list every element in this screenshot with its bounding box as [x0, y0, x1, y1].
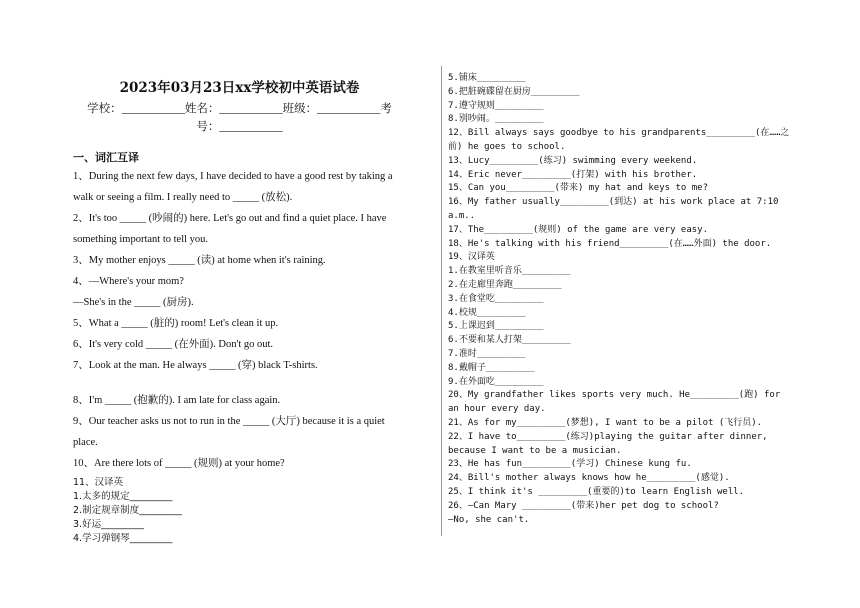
question-2: 2、It's too _____ (吵闹的) here. Let's go out and find a quiet place. I have something important to tell you.	[73, 213, 387, 245]
question-11-item: 1.太多的规定_________	[73, 491, 173, 502]
student-info-line: 学校：___________姓名：___________班级：___________考号：___________	[87, 103, 392, 133]
question-11-item: 6.把脏碗碟留在厨房_________	[448, 86, 580, 97]
right-column	[448, 72, 793, 527]
question-19-item: 5.上课迟到_________	[448, 321, 544, 332]
question-14: 14、Eric never_________(打架) with his brother.	[448, 169, 698, 180]
question-11-item: 2.制定规章制度_________	[73, 505, 182, 516]
question-9: 9、Our teacher asks us not to run in the _____ (大厅) because it is a quiet place.	[73, 416, 385, 448]
question-19-title: 19、汉译英	[448, 252, 495, 263]
question-26-answer: —No, she can't.	[448, 514, 530, 525]
question-4-prompt: 4、—Where's your mom?	[73, 276, 184, 287]
question-24: 24、Bill's mother always knows how he_________(感觉).	[448, 473, 730, 484]
question-12: 12、Bill always says goodbye to his grandparents_________(在……之前) he goes to school.	[448, 128, 790, 152]
question-19-item: 9.在外面吃_________	[448, 376, 544, 387]
question-21: 21、As for my_________(梦想), I want to be a pilot (飞行员).	[448, 417, 763, 428]
question-1: 1、During the next few days, I have decided to have a good rest by taking a walk or seeing a film. I really need to _____ (放松).	[73, 171, 393, 203]
question-19-item: 6.不要和某人打架_________	[448, 335, 571, 346]
blank-space	[73, 376, 406, 390]
question-20: 20、My grandfather likes sports very much. He_________(跑) for an hour every day.	[448, 390, 781, 415]
question-17: 17、The_________(规则) of the game are very easy.	[448, 224, 708, 235]
question-3: 3、My mother enjoys _____ (读) at home when it's raining.	[73, 255, 326, 266]
question-13: 13、Lucy_________(练习) swimming every weekend.	[448, 155, 698, 166]
question-11-title: 11、汉译英	[73, 477, 124, 488]
question-7: 7、Look at the man. He always _____ (穿) black T-shirts.	[73, 360, 318, 371]
question-18: 18、He's talking with his friend_________(在……外面) the door.	[448, 238, 772, 249]
section-heading-vocabulary: 一、词汇互译	[73, 151, 139, 164]
exam-title: 2023年03月23日xx学校初中英语试卷	[119, 80, 360, 96]
question-19-item: 8.戴帽子_________	[448, 362, 535, 373]
question-15: 15、Can you_________(带来) my hat and keys to me?	[448, 183, 708, 194]
question-25: 25、I think it's _________(重要的)to learn English well.	[448, 486, 745, 497]
question-19-item: 4.校规_________	[448, 307, 526, 318]
question-11-item: 8.别吵闹。_________	[448, 114, 544, 125]
column-divider	[441, 66, 442, 536]
question-5: 5、What a _____ (脏的) room! Let's clean it up.	[73, 318, 279, 329]
question-11-item: 3.好运_________	[73, 519, 144, 530]
question-6: 6、It's very cold _____ (在外面). Don't go out.	[73, 339, 274, 350]
question-19-item: 3.在食堂吃_________	[448, 293, 544, 304]
question-11-item: 7.遵守规则_________	[448, 100, 544, 111]
question-22: 22、I have to_________(练习)playing the guitar after dinner, because I want to be a musician.	[448, 431, 768, 456]
left-column	[73, 76, 406, 546]
question-4-answer: —She's in the _____ (厨房).	[73, 297, 194, 308]
question-11-item: 5.铺床_________	[448, 73, 526, 83]
question-10: 10、Are there lots of _____ (规则) at your home?	[73, 458, 285, 469]
question-19-item: 7.准时_________	[448, 348, 526, 359]
question-26-prompt: 26、—Can Mary _________(带来)her pet dog to school?	[448, 500, 719, 511]
question-16: 16、My father usually_________(到达) at his work place at 7:10 a.m..	[448, 197, 779, 221]
question-8: 8、I'm _____ (抱歉的). I am late for class again.	[73, 395, 281, 406]
question-19-item: 2.在走廊里奔跑_________	[448, 279, 562, 290]
question-11-item: 4.学习弹钢琴_________	[73, 533, 173, 544]
question-23: 23、He has fun_________(学习) Chinese kung fu.	[448, 459, 692, 470]
question-19-item: 1.在教室里听音乐_________	[448, 266, 571, 277]
